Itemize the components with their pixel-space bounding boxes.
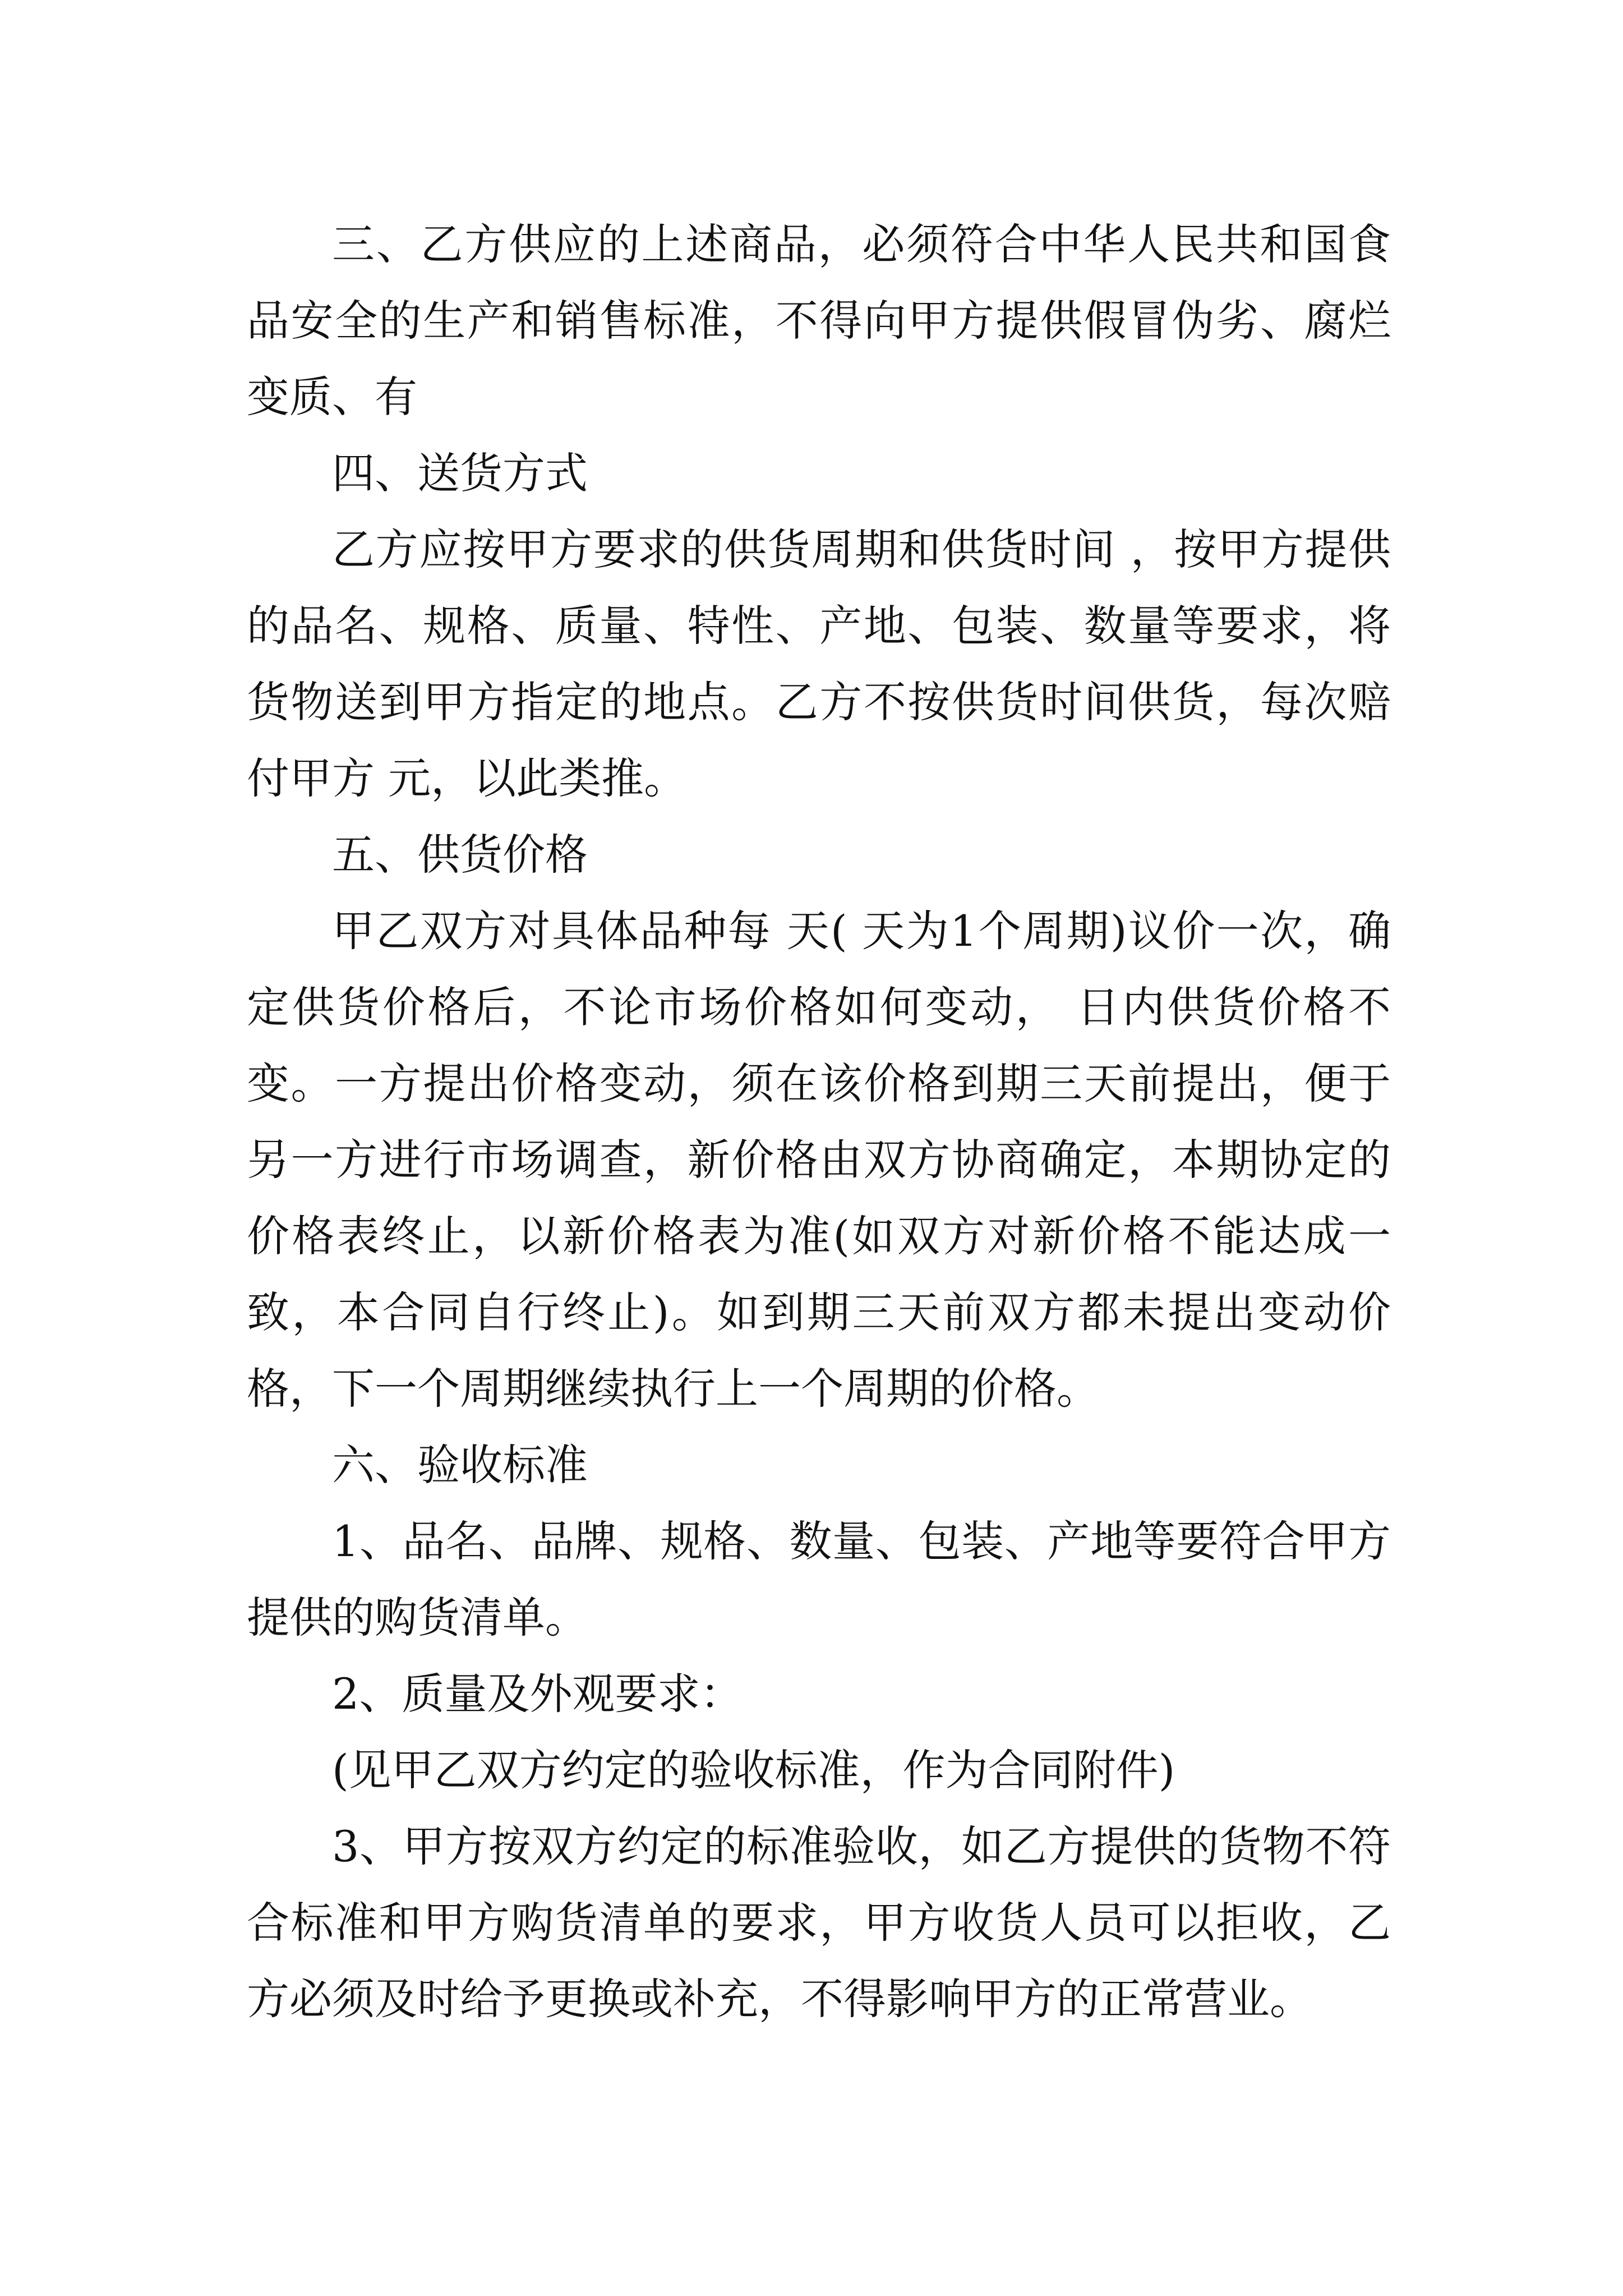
section-heading-delivery: 四、送货方式 [332, 448, 588, 498]
acceptance-item-2: 2、质量及外观要求： [332, 1669, 743, 1719]
section-heading-acceptance: 六、验收标准 [332, 1440, 588, 1490]
acceptance-note: (见甲乙双方约定的验收标准，作为合同附件) [332, 1745, 1175, 1795]
delivery-paragraph: 乙方应按甲方要求的供货周期和供货时间 ，按甲方提供的品名、规格、质量、特性、产地、包装、数量等要求，将货物送到甲方指定的地点。乙方不按供货时间供货，每次赔付甲方 元，以此类推。 [247, 524, 1391, 803]
price-paragraph: 甲乙双方对具体品种每 天( 天为1个周期)议价一次，确定供货价格后，不论市场价格如何变动， 日内供货价格不变。一方提出价格变动，须在该价格到期三天前提出，便于另一方进行市场调查，新价格由双方协商确定，本期协定的价格表终止，以新价格表为准(如双方对新价格不能达成一致，本合同自行终止)。如到期三天前双方都未提出变动价格，下一个周期继续执行上一个周期的价格。 [247, 906, 1391, 1414]
acceptance-item-3: 3、甲方按双方约定的标准验收，如乙方提供的货物不符合标准和甲方购货清单的要求，甲方收货人员可以拒收，乙方必须及时给予更换或补充，不得影响甲方的正常营业。 [247, 1821, 1391, 2024]
clause-three-paragraph: 三、乙方供应的上述商品，必须符合中华人民共和国食品安全的生产和销售标准，不得向甲方提供假冒伪劣、腐烂变质、有 [247, 219, 1391, 422]
section-heading-price: 五、供货价格 [332, 830, 588, 880]
document-body [247, 206, 1391, 2037]
acceptance-item-1: 1、品名、品牌、规格、数量、包装、产地等要符合甲方提供的购货清单。 [247, 1516, 1391, 1642]
